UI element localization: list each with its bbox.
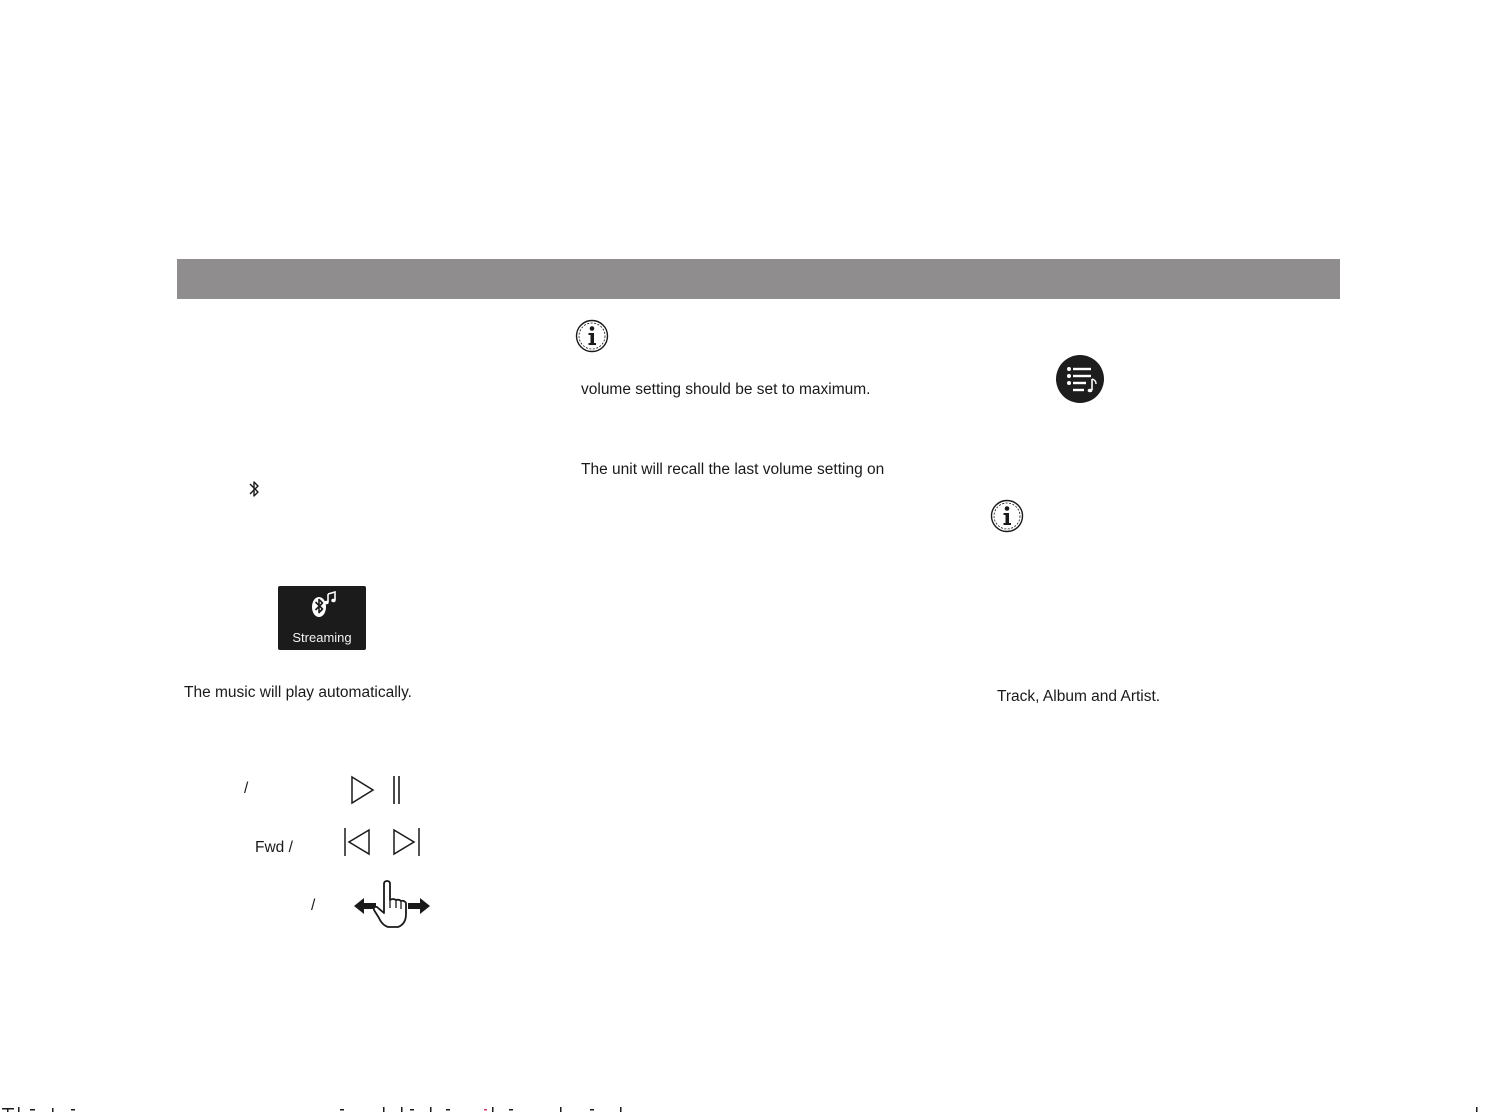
volume-max-text: volume setting should be set to maximum.	[581, 381, 871, 398]
streaming-label: Streaming	[292, 630, 352, 645]
skip-label: Fwd /	[255, 839, 293, 856]
volume-recall-text: The unit will recall the last volume setting on	[581, 461, 885, 478]
swipe-hand-icon	[352, 880, 432, 930]
play-pause-separator: /	[244, 780, 249, 797]
swipe-separator: /	[311, 897, 316, 914]
play-icon	[350, 775, 376, 805]
section-header-bar	[177, 259, 1340, 299]
info-icon	[990, 499, 1024, 533]
clipped-text-strip	[0, 1104, 1491, 1112]
skip-back-icon	[343, 827, 373, 857]
bluetooth-icon	[247, 479, 261, 499]
streaming-tile	[278, 586, 366, 650]
skip-forward-icon	[391, 827, 421, 857]
bluetooth-music-icon	[308, 591, 338, 621]
browse-categories-text: Track, Album and Artist.	[997, 688, 1161, 705]
pause-icon	[391, 775, 403, 805]
info-icon	[575, 319, 609, 353]
auto-play-text: The music will play automatically.	[184, 684, 412, 701]
playlist-music-icon	[1056, 355, 1104, 403]
